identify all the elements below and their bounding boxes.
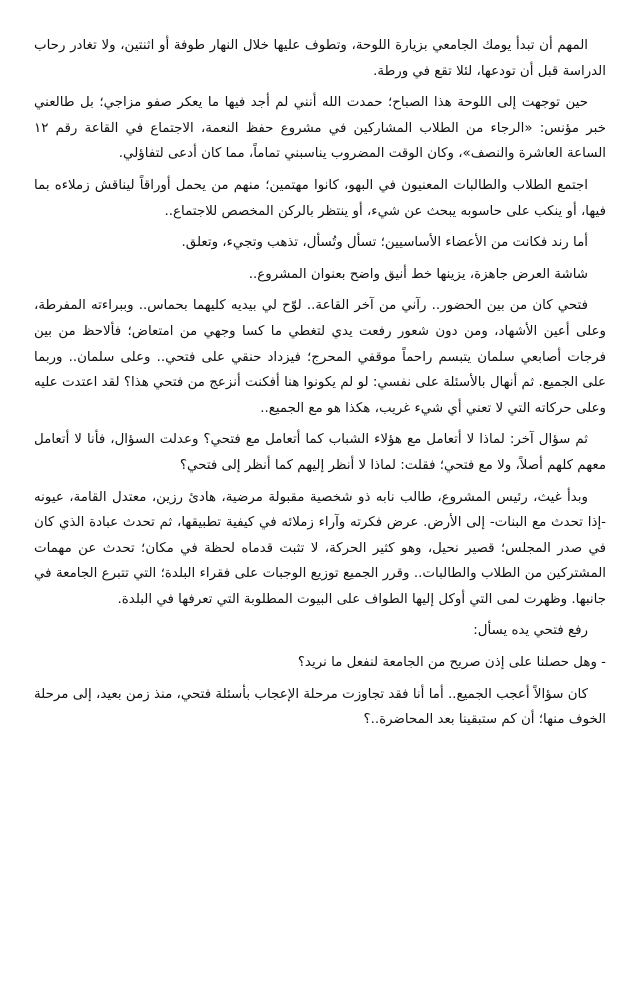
paragraph: شاشة العرض جاهزة، يزينها خط أنيق واضح بعنوان المشروع.. (248, 266, 588, 282)
paragraph: وبدأ غيث، رئيس المشروع، طالب نابه ذو شخصية مقبولة مرضية، هادئ رزين، معتدل القامة، عيونه -إذا تحدث مع البنات- إلى الأرض. عرض فكرته وآراء زملائه في كيفية تطبيقها، ثم تحدث عبادة الذي كان في صدر المجلس؛ قصير نحيل، وهو كثير الحركة، لا تثبت قدماه لحظة في مكان؛ تحدث عن مهمات المشتركين من الطلاب والطالبات.. وقرر الجميع توزيع الوجبات على فقراء البلدة؛ التي تتبرع الجامعة في جانبها. وظهرت لمى التي أوكل إليها الطواف على البيوت المطلوبة التي تعرفها في البلدة. (34, 489, 606, 607)
paragraph: أما رند فكانت من الأعضاء الأساسيين؛ تسأل وتُسأل، تذهب وتجيء، وتعلق. (181, 235, 588, 251)
paragraph: المهم أن تبدأ يومك الجامعي بزيارة اللوحة، وتطوف عليها خلال النهار طوفة أو اثنتين، ولا تغادر رحاب الدراسة قبل أن تودعها، لئلا تقع في ورطة. (34, 38, 606, 79)
paragraph: فتحي كان من بين الحضور.. رآني من آخر القاعة.. لوّح لي بيديه كليهما بحماس.. وببراءته المفرطة، وعلى أعين الأشهاد، ومن دون شعور رفعت يدي لتغطي ما كسا وجهي من امتعاض؛ فألاحظ من بين فرجات أصابعي سلمان يتبسم راحماً موقفي المحرج؛ فيزداد حنقي على فتحي.. وعلى سلمان.. وربما على الجميع. ثم أنهال بالأسئلة على نفسي: لو لم يكونوا هنا أفكنت أنزعج من فتحي هذا؟ لقد اعتدت عليه وعلى حركاته التي لا تعني أي شيء غريب، هكذا هو مع الجميع.. (34, 298, 606, 416)
paragraph: حين توجهت إلى اللوحة هذا الصباح؛ حمدت الله أنني لم أجد فيها ما يعكر صفو مزاجي؛ بل طالعني خبر مؤنس: «الرجاء من الطلاب المشاركين في مشروع حفظ النعمة، الاجتماع في القاعة رقم ١٢ الساعة العاشرة والنصف»، وكان الوقت المضروب يناسبني تماماً، مما كان أدعى لتفاؤلي. (34, 95, 606, 162)
paragraph: كان سؤالاً أعجب الجميع.. أما أنا فقد تجاوزت مرحلة الإعجاب بأسئلة فتحي، منذ زمن بعيد، إلى مرحلة الخوف منها؛ أن كم ستبقينا بعد المحاضرة..؟ (34, 686, 606, 728)
paragraph: ثم سؤال آخر: لماذا لا أتعامل مع هؤلاء الشباب كما أتعامل مع فتحي؟ وعدلت السؤال، فأنا لا أتعامل معهم كلهم أصلاً، ولا مع فتحي؛ فقلت: لماذا لا أنظر إليهم كما أنظر إلى فتحي؟ (34, 432, 606, 473)
document-page (34, 33, 606, 733)
paragraph: اجتمع الطلاب والطالبات المعنيون في البهو، كانوا مهتمين؛ منهم من يحمل أوراقاً ليناقش زملاءه بما فيها، أو ينكب على حاسوبه يبحث عن شيء، أو ينتظر بالركن المخصص للاجتماع.. (34, 177, 606, 219)
dialogue-line: - وهل حصلنا على إذن صريح من الجامعة لنفعل ما نريد؟ (297, 655, 606, 671)
paragraph: رفع فتحي يده يسأل: (473, 623, 588, 639)
